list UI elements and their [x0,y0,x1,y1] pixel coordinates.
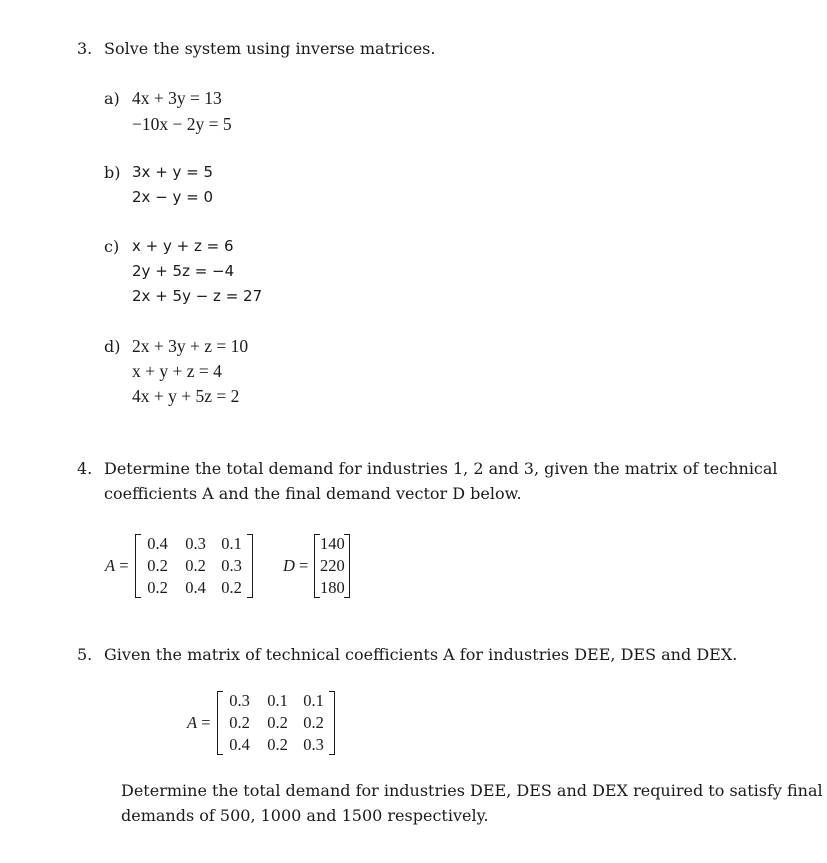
q3-number: 3. [77,39,93,58]
matrix-cell: 0.3 [185,534,206,553]
q5-text-line2: demands of 500, 1000 and 1500 respectively. [121,806,489,825]
matrix-cell: 0.2 [229,713,250,732]
q5-matrix-a [187,690,335,756]
q4-vector-d [283,533,350,599]
q3c-eq1: x + y + z = 6 [132,237,234,255]
q4-number: 4. [77,459,93,478]
matrix-cell: 0.1 [267,691,288,710]
matrix-bracket [217,690,335,756]
matrix-cell: 0.2 [303,713,324,732]
matrix-cell: 0.4 [147,534,168,553]
q3d-eq3: 4x + y + 5z = 2 [132,386,240,406]
matrix-name: A [105,556,116,575]
q4-matrix-a [105,533,253,599]
matrix-name: A [187,713,198,732]
q3a-eq2 [132,114,232,135]
equation-text: 4x + 3y = 13 [132,88,222,108]
q3c-label: c) [104,237,120,256]
matrix-cell: 0.2 [185,556,206,575]
equals-sign: = [119,556,129,575]
matrix-cell: 0.3 [221,556,242,575]
matrix-cell: 0.2 [267,735,288,754]
matrix-cell: 0.1 [303,691,324,710]
q4-text-line2: coefficients A and the final demand vector D below. [104,484,522,503]
q3a-label: a) [104,89,120,108]
matrix-cell: 0.1 [221,534,242,553]
equals-sign: = [201,713,211,732]
q3d-label: d) [104,337,121,356]
equation-text: −10x − 2y = 5 [132,114,232,134]
matrix-cell: 0.2 [147,556,168,575]
matrix-cell: 0.2 [221,578,242,597]
q3b-eq2: 2x − y = 0 [132,188,214,206]
vector-name: D [283,556,295,575]
vector-cell: 140 [319,534,345,553]
q3a-eq1 [132,88,222,109]
q3c-eq3: 2x + 5y − z = 27 [132,287,263,305]
q5-number: 5. [77,645,93,664]
equals-sign: = [299,556,309,575]
q3-prompt: Solve the system using inverse matrices. [104,39,436,58]
vector-cell: 180 [319,578,345,597]
matrix-cell: 0.4 [229,735,250,754]
q5-prompt: Given the matrix of technical coefficients A for industries DEE, DES and DEX. [104,645,738,664]
q5-text-line1: Determine the total demand for industries DEE, DES and DEX required to satisfy final [121,781,823,800]
matrix-bracket [135,533,253,599]
q3b-label: b) [104,163,121,182]
matrix-cell: 0.3 [229,691,250,710]
q4-text-line1: Determine the total demand for industries 1, 2 and 3, given the matrix of technical [104,459,778,478]
q3c-eq2: 2y + 5z = −4 [132,262,235,280]
matrix-cell: 0.2 [147,578,168,597]
q3b-eq1: 3x + y = 5 [132,163,214,181]
q3d-eq2: x + y + z = 4 [132,361,222,381]
q3d-eq1: 2x + 3y + z = 10 [132,336,249,356]
matrix-cell: 0.2 [267,713,288,732]
vector-cell: 220 [319,556,345,575]
vector-bracket [314,533,350,599]
matrix-cell: 0.4 [185,578,206,597]
matrix-cell: 0.3 [303,735,324,754]
